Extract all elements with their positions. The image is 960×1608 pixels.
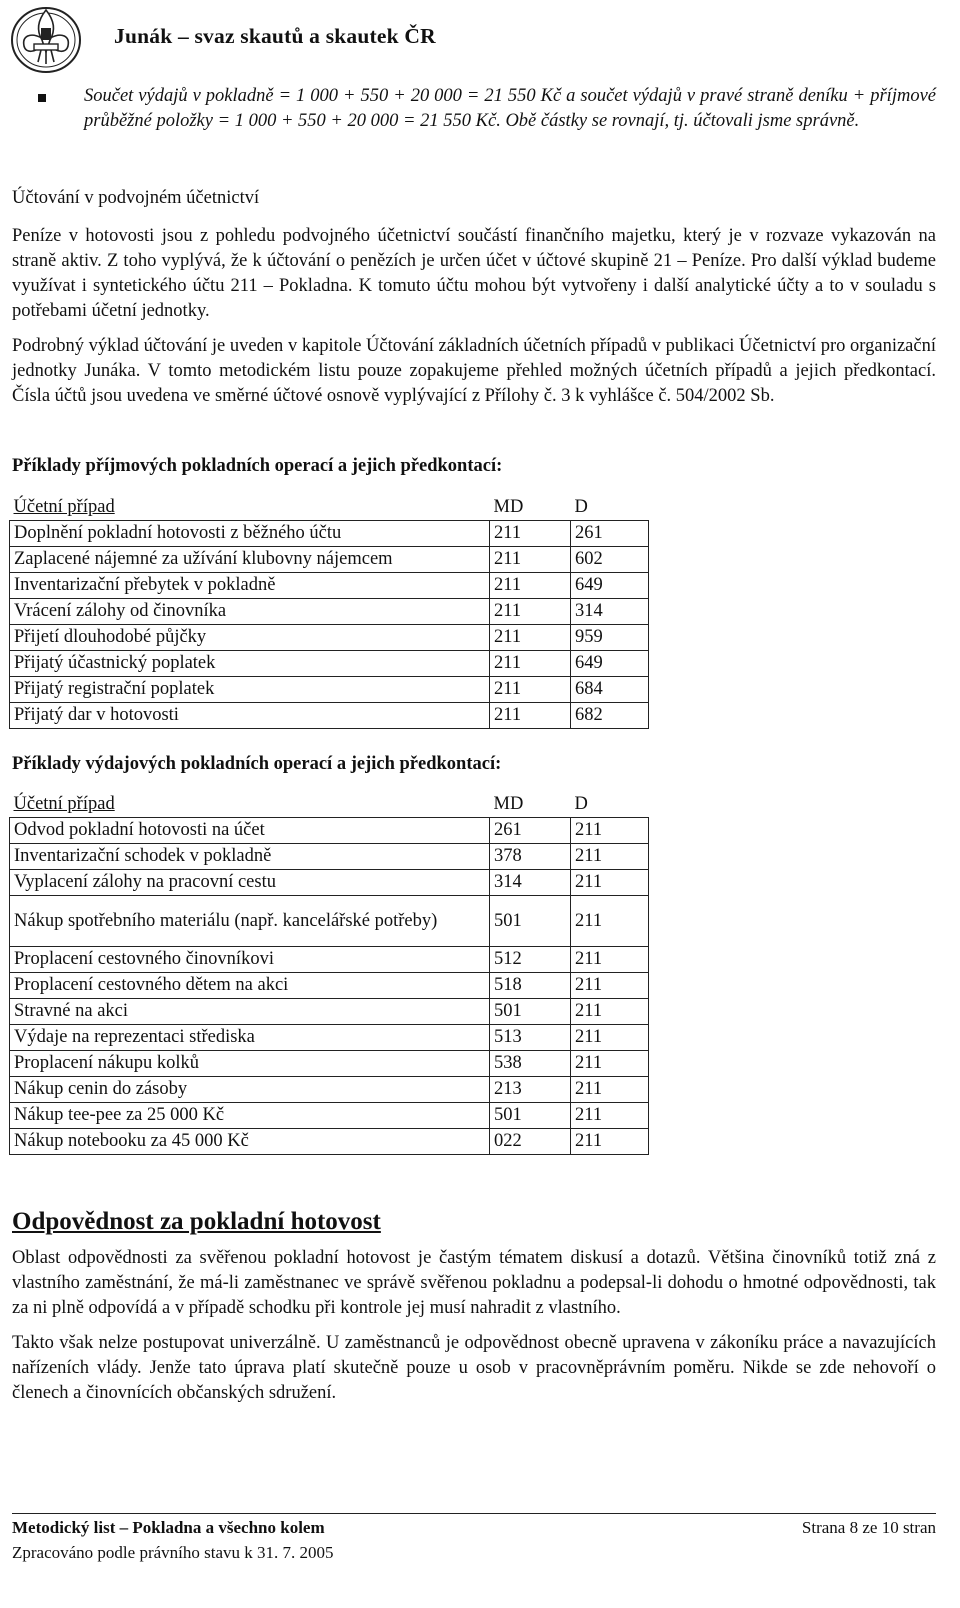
table-row: [10, 844, 649, 870]
footer-document-title: Metodický list – Pokladna a všechno kolem: [12, 1518, 325, 1537]
md-account-cell: 518: [490, 973, 571, 999]
case-cell: Nákup cenin do zásoby: [10, 1077, 490, 1103]
table-row: [10, 1051, 649, 1077]
case-cell: Přijatý účastnický poplatek: [10, 651, 490, 677]
md-account-cell: 211: [490, 651, 571, 677]
case-cell: Nákup spotřebního materiálu (např. kancelářské potřeby): [10, 896, 490, 947]
d-account-cell: 211: [571, 870, 649, 896]
table-row: [10, 818, 649, 844]
table-row: [10, 599, 649, 625]
md-account-cell: 501: [490, 1103, 571, 1129]
case-cell: Nákup tee-pee za 25 000 Kč: [10, 1103, 490, 1129]
case-cell: Nákup notebooku za 45 000 Kč: [10, 1129, 490, 1155]
d-account-cell: 211: [571, 844, 649, 870]
md-account-cell: 211: [490, 547, 571, 573]
paragraph: Podrobný výklad účtování je uveden v kapitole Účtování základních účetních případů v publikaci Účetnictví pro organizační jednotky Junáka. V tomto metodickém listu pouze zopakujeme přehled možných účetních případů a jejich předkontací. Čísla účtů jsou uvedena ve směrné účtové osnově vyplývající z Přílohy č. 3 k vyhlášce č. 504/2002 Sb.: [12, 336, 936, 406]
column-header: D: [574, 793, 588, 814]
income-heading: Příklady příjmových pokladních operací a jejich předkontací:: [12, 456, 503, 476]
column-header: MD: [493, 793, 524, 814]
case-cell: Přijatý registrační poplatek: [10, 677, 490, 703]
section1-body: [12, 224, 936, 409]
d-account-cell: 211: [571, 1077, 649, 1103]
expense-heading: Příklady výdajových pokladních operací a jejich předkontací:: [12, 754, 502, 774]
case-cell: Proplacení cestovného činovníkovi: [10, 947, 490, 973]
md-account-cell: 538: [490, 1051, 571, 1077]
d-account-cell: 261: [571, 521, 649, 547]
md-account-cell: 211: [490, 573, 571, 599]
case-cell: Inventarizační schodek v pokladně: [10, 844, 490, 870]
md-account-cell: 378: [490, 844, 571, 870]
d-account-cell: 211: [571, 947, 649, 973]
table-row: [10, 1129, 649, 1155]
column-header: Účetní případ: [13, 793, 115, 814]
expense-table-body: [10, 791, 649, 1155]
md-account-cell: 211: [490, 521, 571, 547]
md-account-cell: 512: [490, 947, 571, 973]
d-account-cell: 211: [571, 1129, 649, 1155]
table-row: [10, 573, 649, 599]
section2-body: [12, 1246, 936, 1406]
d-account-cell: 211: [571, 1051, 649, 1077]
bullet-text: Součet výdajů v pokladně = 1 000 + 550 + 20 000 = 21 550 Kč a součet výdajů v pravé straně deníku + příjmové průběžné položky = 1 000 + 550 + 20 000 = 21 550 Kč. Obě částky se rovnají, tj. účtovali jsme správně.: [84, 86, 936, 131]
column-header: Účetní případ: [13, 496, 115, 517]
section-heading-odpovednost: Odpovědnost za pokladní hotovost: [12, 1208, 381, 1235]
paragraph: Takto však nelze postupovat univerzálně. U zaměstnanců je odpovědnost obecně upravena v zákoníku práce a navazujících nařízeních vlády. Jenže tato úprava platí skutečně pouze u osob v pracovněprávním poměru. Nikde se zde nehovoří o členech a činovnících občanských sdružení.: [12, 1333, 936, 1403]
case-cell: Vrácení zálohy od činovníka: [10, 599, 490, 625]
md-account-cell: 211: [490, 703, 571, 729]
section-heading-podvojne: Účtování v podvojném účetnictví: [12, 188, 260, 208]
scout-lily-logo-icon: [8, 2, 84, 74]
d-account-cell: 211: [571, 973, 649, 999]
table-header-row: [10, 791, 649, 818]
case-cell: Inventarizační přebytek v pokladně: [10, 573, 490, 599]
d-account-cell: 682: [571, 703, 649, 729]
bullet-square-icon: [38, 94, 46, 102]
d-account-cell: 684: [571, 677, 649, 703]
paragraph: Peníze v hotovosti jsou z pohledu podvojného účetnictví součástí finančního majetku, který je v rozvaze vykazován na straně aktiv. Z toho vyplývá, že k účtování o penězích je určen účet v účtové skupině 21 – Peníze. Pro další výklad budeme využívat i syntetického účtu 211 – Pokladna. K tomuto účtu mohou být vytvořeny i další analytické účty a to v souladu s potřebami účetní jednotky.: [12, 226, 936, 321]
table-row: [10, 999, 649, 1025]
case-cell: Vyplacení zálohy na pracovní cestu: [10, 870, 490, 896]
table-row: [10, 651, 649, 677]
d-account-cell: 211: [571, 818, 649, 844]
md-account-cell: 211: [490, 677, 571, 703]
md-account-cell: 022: [490, 1129, 571, 1155]
expense-table: [9, 791, 649, 1155]
md-account-cell: 213: [490, 1077, 571, 1103]
column-header: D: [574, 496, 588, 517]
md-account-cell: 211: [490, 625, 571, 651]
d-account-cell: 314: [571, 599, 649, 625]
md-account-cell: 314: [490, 870, 571, 896]
d-account-cell: 211: [571, 1103, 649, 1129]
paragraph: Oblast odpovědnosti za svěřenou pokladní hotovost je častým tématem diskusí a dotazů. Většina činovníků totiž zná z vlastního zaměstnání, že má-li zaměstnanec ve správě svěřenou pokladnu a podepsal-li dohodu o hmotné odpovědnosti, tak za ni plně odpovídá a v případě schodku při kontrole jej musí nahradit z vlastního.: [12, 1248, 936, 1318]
footer-page-number: Strana 8 ze 10 stran: [801, 1518, 936, 1537]
table-row: [10, 870, 649, 896]
page-header: [8, 2, 948, 72]
d-account-cell: 211: [571, 896, 649, 947]
table-row: [10, 1103, 649, 1129]
md-account-cell: 501: [490, 896, 571, 947]
d-account-cell: 649: [571, 651, 649, 677]
income-table: [9, 494, 649, 729]
page-footer: [12, 1513, 936, 1562]
case-cell: Proplacení nákupu kolků: [10, 1051, 490, 1077]
table-header-row: [10, 494, 649, 521]
table-row: [10, 973, 649, 999]
case-cell: Doplnění pokladní hotovosti z běžného účtu: [10, 521, 490, 547]
case-cell: Výdaje na reprezentaci střediska: [10, 1025, 490, 1051]
d-account-cell: 959: [571, 625, 649, 651]
table-row: [10, 1025, 649, 1051]
table-row: [10, 703, 649, 729]
case-cell: Přijetí dlouhodobé půjčky: [10, 625, 490, 651]
case-cell: Stravné na akci: [10, 999, 490, 1025]
income-table-body: [10, 494, 649, 729]
md-account-cell: 501: [490, 999, 571, 1025]
d-account-cell: 602: [571, 547, 649, 573]
md-account-cell: 261: [490, 818, 571, 844]
header-title: Junák – svaz skautů a skautek ČR: [114, 24, 436, 48]
column-header: MD: [493, 496, 524, 517]
case-cell: Zaplacené nájemné za užívání klubovny nájemcem: [10, 547, 490, 573]
table-row: [10, 547, 649, 573]
case-cell: Přijatý dar v hotovosti: [10, 703, 490, 729]
case-cell: Odvod pokladní hotovosti na účet: [10, 818, 490, 844]
table-row: [10, 677, 649, 703]
md-account-cell: 513: [490, 1025, 571, 1051]
d-account-cell: 211: [571, 999, 649, 1025]
table-row: [10, 896, 649, 947]
table-row: [10, 521, 649, 547]
md-account-cell: 211: [490, 599, 571, 625]
table-row: [10, 1077, 649, 1103]
table-row: [10, 947, 649, 973]
d-account-cell: 211: [571, 1025, 649, 1051]
footer-legal-date: Zpracováno podle právního stavu k 31. 7. 2005: [12, 1543, 334, 1562]
d-account-cell: 649: [571, 573, 649, 599]
case-cell: Proplacení cestovného dětem na akci: [10, 973, 490, 999]
table-row: [10, 625, 649, 651]
